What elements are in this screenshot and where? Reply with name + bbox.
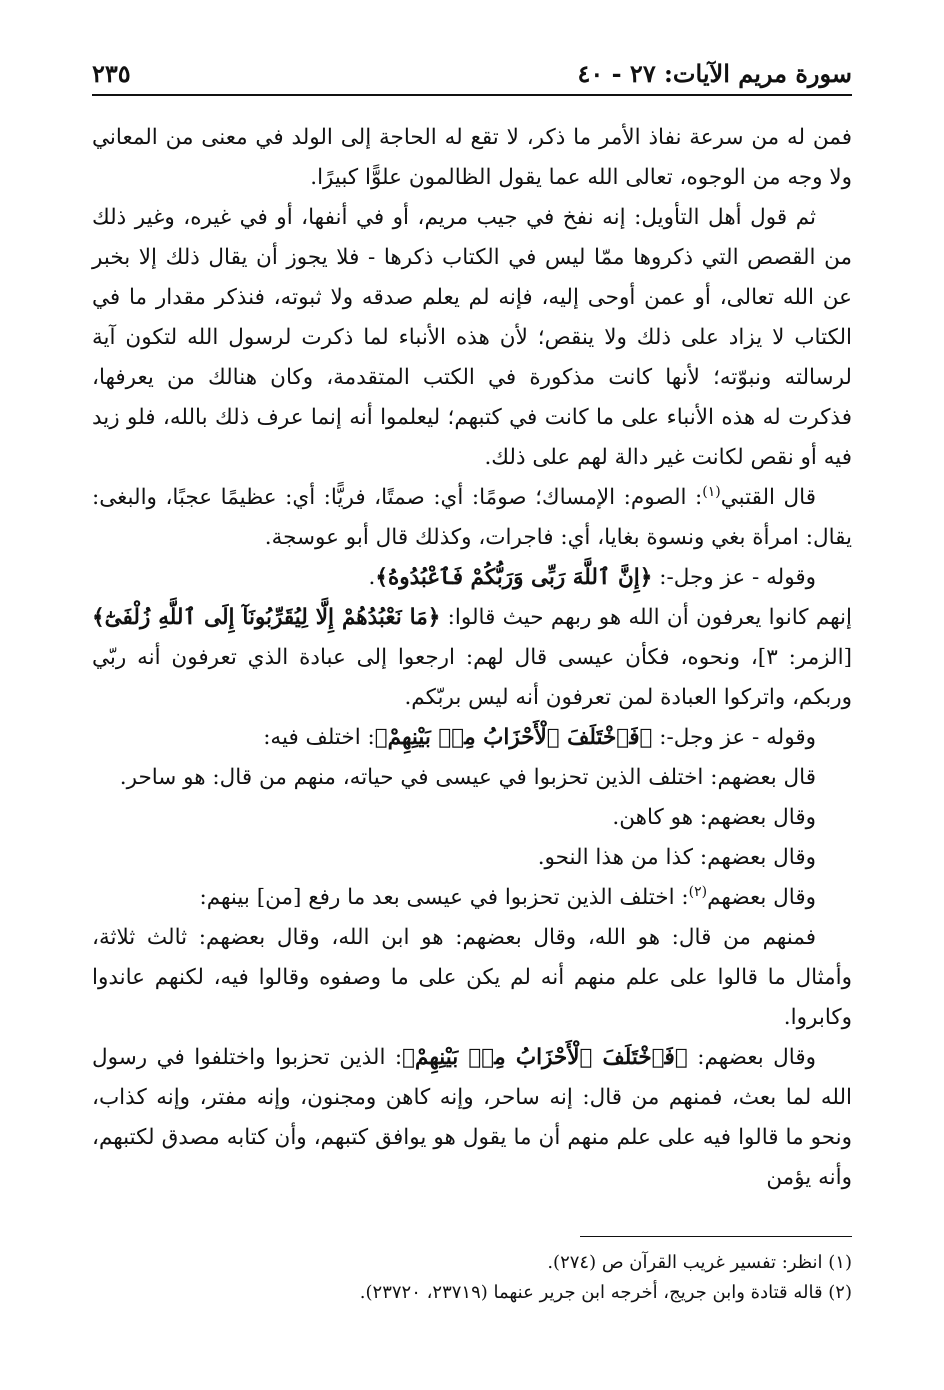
paragraph-12-rest: : الذين تحزبوا واختلفوا في رسول الله لما بعث، فمنهم من قال: إنه ساحر، وإنه كاهن ومجنون، وإنه مفتر، وإنه كذاب، ونحو ما قالوا فيه على علم منهم أن ما يقول هو يوافق كتبهم، وأن كتابه مصدق لكتبهم، وأنه يؤمن xyxy=(92,1045,852,1190)
quran-verse: ﴿مَا نَعْبُدُهُمْ إِلَّا لِيُقَرِّبُونَآ إِلَى ٱللَّهِ زُلْفَىٰٓ﴾ xyxy=(92,605,441,630)
footnote-ref-2: (٢) xyxy=(688,883,708,900)
paragraph-4-end: . xyxy=(368,565,376,590)
paragraph-12-start: وقال بعضهم: xyxy=(687,1045,816,1070)
footnote-separator xyxy=(580,1236,852,1237)
paragraph-11: فمنهم من قال: هو الله، وقال بعضهم: هو ابن الله، وقال بعضهم: ثالث ثلاثة، وأمثال ما قالوا على علم منهم أنه لم يكن على ما وصفوه وقالوا فيه، لكنهم عاندوا وكابروا. xyxy=(92,925,852,1030)
paragraph-3 xyxy=(92,478,852,558)
paragraph-7: قال بعضهم: اختلف الذين تحزبوا في عيسى في حياته، منهم من قال: هو ساحر. xyxy=(119,765,816,790)
paragraph-9: وقال بعضهم: كذا من هذا النحو. xyxy=(537,845,816,870)
footnotes xyxy=(92,1248,852,1308)
footnote-1: (١) انظر: تفسير غريب القرآن ص (٢٧٤). xyxy=(547,1252,852,1273)
quran-verse: ﴿فَٱخْتَلَفَ ٱلْأَحْزَابُ مِنۢ بَيْنِهِمْ﴾ xyxy=(374,725,653,750)
paragraph-3-start: قال القتبي xyxy=(720,485,816,510)
paragraph-2: ثم قول أهل التأويل: إنه نفخ في جيب مريم، أو في أنفها، أو في غيره، وغير ذلك من القصص التي ذكروها ممّا ليس في الكتاب ذكرها - فلا يجوز أن يقال ذلك إلا بخبر عن الله تعالى، أو عمن أوحى إليه، فإنه لم يعلم صدقه ولا ثبوته، فنذكر مقدار ما في الكتاب لا يزاد على ذلك ولا ينقص؛ لأن هذه الأنباء لما ذكرت لرسول الله لتكون آية لرسالته ونبوّته؛ لأنها كانت مذكورة في الكتب المتقدمة، وكان هنالك من يعرفها، فذكرت له هذه الأنباء على ما كانت في كتبهم؛ ليعلموا أنه إنما عرف ذلك بالله، فلو زيد فيه أو نقص لكانت غير دالة لهم على ذلك. xyxy=(92,205,852,470)
paragraph-6-start: وقوله - عز وجل-: xyxy=(652,725,816,750)
quran-verse: ﴿إِنَّ ٱللَّهَ رَبِّى وَرَبُّكُمْ فَٱعْبُدُوهُ﴾ xyxy=(375,565,653,590)
paragraph-10-start: وقال بعضهم xyxy=(707,885,816,910)
running-title: سورة مريم الآيات: ٢٧ - ٤٠ xyxy=(577,59,852,88)
paragraph-3-rest: : الصوم: الإمساك؛ صومًا: أي: صمتًا، فريًّا: أي: عظيمًا عجبًا، والبغى: يقال: امرأة بغي ونسوة بغايا، أي: فاجرات، وكذلك قال أبو عوسجة. xyxy=(92,485,852,550)
paragraph-12 xyxy=(92,1038,852,1198)
paragraph-5-rest: [الزمر: ٣]، ونحوه، فكأن عيسى قال لهم: ارجعوا إلى عبادة الذي تعرفون أنه ربّي وربكم، واتركوا العبادة لمن تعرفون أنه ليس بربّكم. xyxy=(92,645,852,710)
main-text xyxy=(92,118,852,1198)
paragraph-10 xyxy=(92,878,852,918)
paragraph-6 xyxy=(92,718,852,758)
paragraph-5-start: إنهم كانوا يعرفون أن الله هو ربهم حيث قالوا: xyxy=(440,605,852,630)
paragraph-1: فمن له من سرعة نفاذ الأمر ما ذكر، لا تقع له الحاجة إلى الولد في معنى من المعاني ولا وجه من الوجوه، تعالى الله عما يقول الظالمون علوًّا كبيرًا. xyxy=(92,125,852,190)
paragraph-4 xyxy=(92,558,852,598)
paragraph-4-start: وقوله - عز وجل-: xyxy=(652,565,816,590)
page-header xyxy=(92,52,852,96)
paragraph-10-rest: : اختلف الذين تحزبوا في عيسى بعد ما رفع [من] بينهم: xyxy=(199,885,689,910)
footnote-2: (٢) قاله قتادة وابن جريج، أخرجه ابن جرير عنهما (٢٣٧١٩، ٢٣٧٢٠). xyxy=(359,1282,852,1303)
paragraph-8: وقال بعضهم: هو كاهن. xyxy=(612,805,816,830)
paragraph-5 xyxy=(92,598,852,718)
paragraph-6-end: : اختلف فيه: xyxy=(263,725,375,750)
footnote-ref-1: (١) xyxy=(702,483,721,500)
quran-verse: ﴿فَٱخْتَلَفَ ٱلْأَحْزَابُ مِنۢ بَيْنِهِمْ﴾ xyxy=(402,1045,688,1070)
page-number: ٢٣٥ xyxy=(92,59,131,88)
